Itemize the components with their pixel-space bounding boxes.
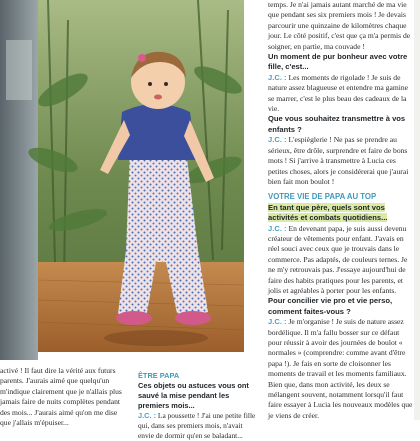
- toddler-photo: [38, 0, 244, 352]
- answer-label: J.C. :: [268, 135, 287, 145]
- answer-label: J.C. :: [268, 317, 287, 327]
- page-edge: [414, 0, 420, 420]
- answer-paragraph: [268, 224, 413, 297]
- box-subtitle: Ces objets ou astuces vous ont sauvé la mise pendant les premiers mois...: [138, 381, 249, 410]
- body-paragraph: temps. Je n'ai jamais autant marché de ma vie que pendant ses six premiers mois ! Je devais parcourir une quinzaine de kilomètres chaque jour. Le côté positif, c'est que ça m'a permis de soigner, en partie, ma couvade !: [268, 0, 411, 51]
- answer-paragraph: [268, 73, 413, 115]
- body-paragraph: activé ! Il faut dire la vérité aux futurs parents. J'aurais aimé que quelqu'un m'indique clairement que je n'allais plus jamais faire de nuits complètes pendant des mois... J'aurais aimé qu'on me dise que j'allais m'épuiser...: [0, 366, 122, 428]
- answer-label: J.C. :: [268, 72, 287, 82]
- interview-column: [268, 0, 413, 420]
- answer-text: Les moments de rigolade ! Je suis de nature assez blagueuse et entendre ma gamine se marrer, c'est le plus beau des cadeaux de la vie.: [268, 72, 408, 114]
- question-heading: Pour concilier vie pro et vie perso, comment faites-vous ?: [268, 296, 393, 316]
- answer-text: L'espièglerie ! Ne pas se prendre au sérieux, être drôle, surprendre et faire de bons mots ! Si j'arrive à transmettre à Lucia ces petites choses, alors je considérerai que j'aurai bien fait mon boulot !: [268, 135, 409, 186]
- answer-paragraph: [268, 135, 413, 187]
- question-heading: Que vous souhaitez transmettre à vos enfants ?: [268, 114, 406, 134]
- answer-paragraph: [268, 317, 413, 421]
- answer-label: J.C. :: [138, 411, 157, 420]
- bottom-left-text: [0, 366, 130, 428]
- answer-label: J.C. :: [268, 223, 287, 233]
- toddler-illustration: [38, 0, 244, 352]
- answer-text: En devenant papa, je suis aussi devenu créateur de vêtements pour enfant. J'avais en réel souci avec ceux que je trouvais dans le commerce. Pas adaptés, de couleurs ternes. Je ne m'y retrouvais pas. J'essaye aujourd'hui de faire des habits pratiques pour les parents, et jolis et agréables à porter pour les enfants.: [268, 223, 408, 295]
- highlighted-subtitle: En tant que père, quels sont vos activités et combats quotidiens...: [268, 202, 388, 223]
- answer-text: La poussette ! J'ai une petite fille qui, dans ses premiers mois, n'avait envie de dormir qu'en se baladant...: [138, 411, 256, 440]
- section-title: VOTRE VIE DE PAPA AU TOP: [268, 192, 377, 202]
- answer-text: Je m'organise ! Je suis de nature assez bordélique. Il m'a fallu bosser sur ce défaut pour réussir à avoir des journées de boulot « normales » (comprendre: comme avant d'être papa !). Je fais en sorte de cloisonner les moments de travail et les moments familiaux. Bien que, dans mon activité, les deux se mélangent souvent, notamment lorsqu'il faut faire essayer à Lucia les nouveaux modèles que je viens de créer.: [268, 317, 413, 420]
- box-answer: [138, 411, 256, 441]
- left-page-bleed: [0, 0, 38, 360]
- sidebar-box: [138, 371, 256, 440]
- box-title: ÊTRE PAPA: [138, 371, 180, 380]
- section-subtitle: [268, 203, 413, 224]
- question-heading: Un moment de pur bonheur avec votre fille, c'est...: [268, 52, 408, 72]
